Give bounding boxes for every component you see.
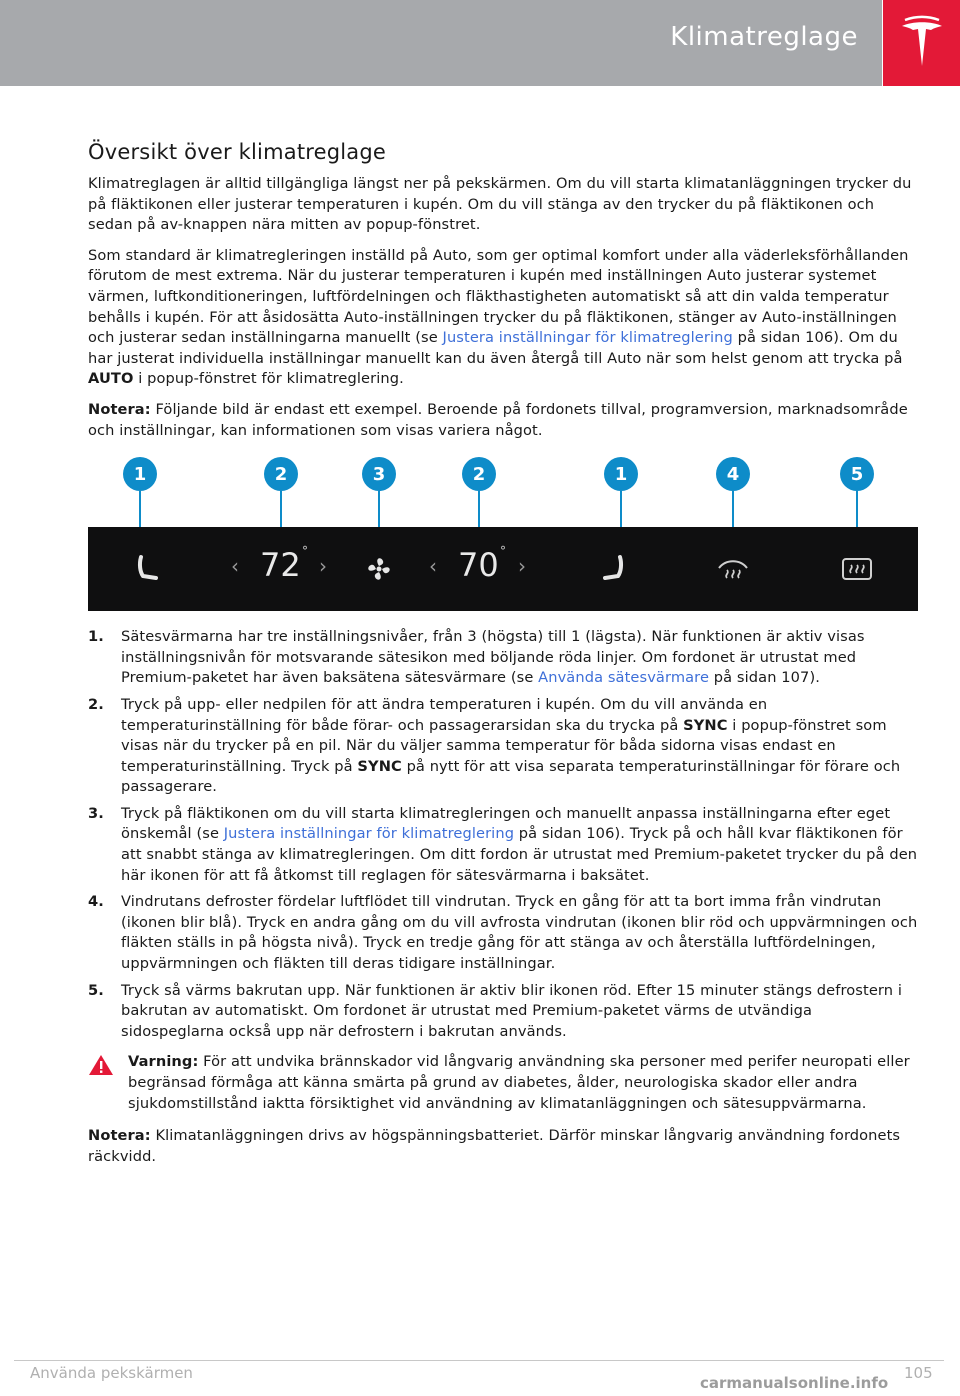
callout-fan: 3 xyxy=(362,457,396,491)
callout-temp-passenger: 2 xyxy=(462,457,496,491)
note-label: Notera: xyxy=(88,1127,151,1145)
note-label: Notera: xyxy=(88,400,151,418)
temp-driver-value: 72 xyxy=(260,546,301,585)
seat-heater-passenger-icon[interactable] xyxy=(599,554,625,584)
note-paragraph: Notera: Klimatanläggningen drivs av högspänningsbatteriet. Därför minskar långvarig användning fordonets räckvidd. xyxy=(88,1127,901,1165)
section-title: Översikt över klimatreglage xyxy=(88,140,387,164)
warning-block: Varning: För att undvika brännskador vid långvarig användning ska personer med perifer neuropati eller begränsad förmåga att känna smärta på grund av diabetes, ålder, neurologiska skador eller andra sjukdomstillstånd iaktta försiktighet vid användning av klimatanläggningen och sätesuppvärmarna. xyxy=(88,1052,918,1114)
tesla-logo-icon xyxy=(898,14,946,72)
link-seat-heaters[interactable]: Använda sätesvärmare xyxy=(538,669,710,687)
link-adjust-climate[interactable]: Justera inställningar för klimatreglering xyxy=(442,329,733,347)
list-item: 5. Tryck så värms bakrutan upp. När funktionen är aktiv blir ikonen röd. Efter 15 minuter stängs defrostern i bakrutan av automatiskt. Om fordonet är utrustat med Premium-paketet värms de utvändiga sidospeglarna också upp när defrostern i bakrutan används. xyxy=(88,981,902,1040)
temp-driver-down-chevron-icon[interactable]: ‹ xyxy=(231,554,239,579)
page-header-title: Klimatreglage xyxy=(670,22,858,52)
callout-rear-defrost: 5 xyxy=(840,457,874,491)
list-item: 1. Sätesvärmarna har tre inställningsnivåer, från 3 (högsta) till 1 (lägsta). När funktionen är aktiv visas inställningsnivån för motsvarande sätesikon med böljande röda linjer. Om fordonet är utrustat med Premium-paketet har även baksätena sätesvärmare (se Använda sätesvärmare på sidan 107). xyxy=(88,628,865,687)
seat-heater-driver-icon[interactable] xyxy=(136,554,162,584)
intro-paragraph: Klimatreglagen är alltid tillgängliga längst ner på pekskärmen. Om du vill starta klimatanläggningen trycker du på fläktikonen eller justerar temperaturen i kupén. Om du vill stänga av den trycker du på fläktikonen och sedan på av-knappen nära mitten av popup-fönstret. xyxy=(88,175,912,234)
degree-symbol: ° xyxy=(500,544,506,559)
sync-keyword: SYNC xyxy=(357,757,402,775)
note-paragraph: Notera: Följande bild är endast ett exempel. Beroende på fordonets tillval, programversion, marknadsområde och inställningar, kan informationen som visas variera något. xyxy=(88,400,908,439)
climate-controls-figure xyxy=(88,457,918,617)
numbered-list xyxy=(88,627,918,1042)
watermark: carmanualsonline.info xyxy=(700,1374,889,1392)
callout-temp-driver: 2 xyxy=(264,457,298,491)
link-adjust-climate[interactable]: Justera inställningar för klimatreglering xyxy=(223,825,515,843)
footer-divider xyxy=(14,1360,944,1361)
list-item: 2. Tryck på upp- eller nedpilen för att ändra temperaturen i kupén. Om du vill använda en temperaturinställning för både förar- och passagerarsidan ska du trycka på SYNC i popup-fönstret som visas när du trycker på en pil. När du väljer samma temperatur för båda sidorna visas endast en temperaturinställning. Tryck på SYNC på nytt för att visa separata temperaturinställningar för förare och passagerare. xyxy=(88,695,901,796)
auto-keyword: AUTO xyxy=(88,370,134,388)
temp-passenger-up-chevron-icon[interactable]: › xyxy=(518,554,526,579)
warning-triangle-icon xyxy=(88,1054,114,1076)
front-defrost-icon[interactable] xyxy=(716,556,750,584)
rear-defrost-icon[interactable] xyxy=(840,556,874,584)
list-item: 3. Tryck på fläktikonen om du vill starta klimatregleringen och manuellt anpassa inställningarna efter eget önskemål (se Justera inställningar för klimatreglering på sidan 106). Tryck på och håll kvar fläktikonen för att snabbt stänga av klimatregleringen. Om ditt fordon är utrustat med Premium-paketet trycker du på den här ikonen för att få åtkomst till reglagen för sätesvärmarna i baksätet. xyxy=(88,804,918,884)
degree-symbol: ° xyxy=(302,544,308,559)
page-number: 105 xyxy=(904,1364,933,1382)
fan-icon[interactable] xyxy=(364,554,394,584)
brand-logo xyxy=(883,0,960,86)
auto-paragraph: Som standard är klimatregleringen inställd på Auto, som ger optimal komfort under alla väderleksförhållanden förutom de mest extrema. När du justerar temperaturen i kupén med inställningen Auto justerar systemet värmen, luftkonditioneringen, luftfördelningen och fläkthastigheten automatiskt så att din valda temperatur behålls i kupén. För att åsidosätta Auto-inställningen trycker du på fläktikonen, stänger av Auto-inställningen och justerar sedan inställningarna manuellt (se Justera inställningar för klimatreglering på sidan 106). Om du har justerat individuella inställningar manuellt kan du även återgå till Auto när som helst genom att trycka på AUTO i popup-fönstret för klimatreglering. xyxy=(88,246,909,388)
sync-keyword: SYNC xyxy=(683,716,728,734)
footer-section-name: Använda pekskärmen xyxy=(30,1364,193,1382)
temp-passenger-value: 70 xyxy=(458,546,499,585)
callout-seat-heater-driver: 1 xyxy=(123,457,157,491)
warning-label: Varning: xyxy=(128,1053,199,1071)
climate-bar xyxy=(88,527,918,611)
list-item: 4. Vindrutans defroster fördelar luftflödet till vindrutan. Tryck en gång för att ta bort imma från vindrutan (ikonen blir blå). Tryck en andra gång om du vill avfrosta vindrutan (ikonen blir röd och uppvärmningen och fläkten ställs in på högsta nivå). Tryck en tredje gång för att stänga av och återställa luftfördelningen, uppvärmningen och fläkten till deras tidigare inställningar. xyxy=(88,893,918,973)
temp-driver-up-chevron-icon[interactable]: › xyxy=(319,554,327,579)
main-content xyxy=(88,140,918,1177)
temp-passenger-down-chevron-icon[interactable]: ‹ xyxy=(429,554,437,579)
callout-front-defrost: 4 xyxy=(716,457,750,491)
callout-seat-heater-passenger: 1 xyxy=(604,457,638,491)
